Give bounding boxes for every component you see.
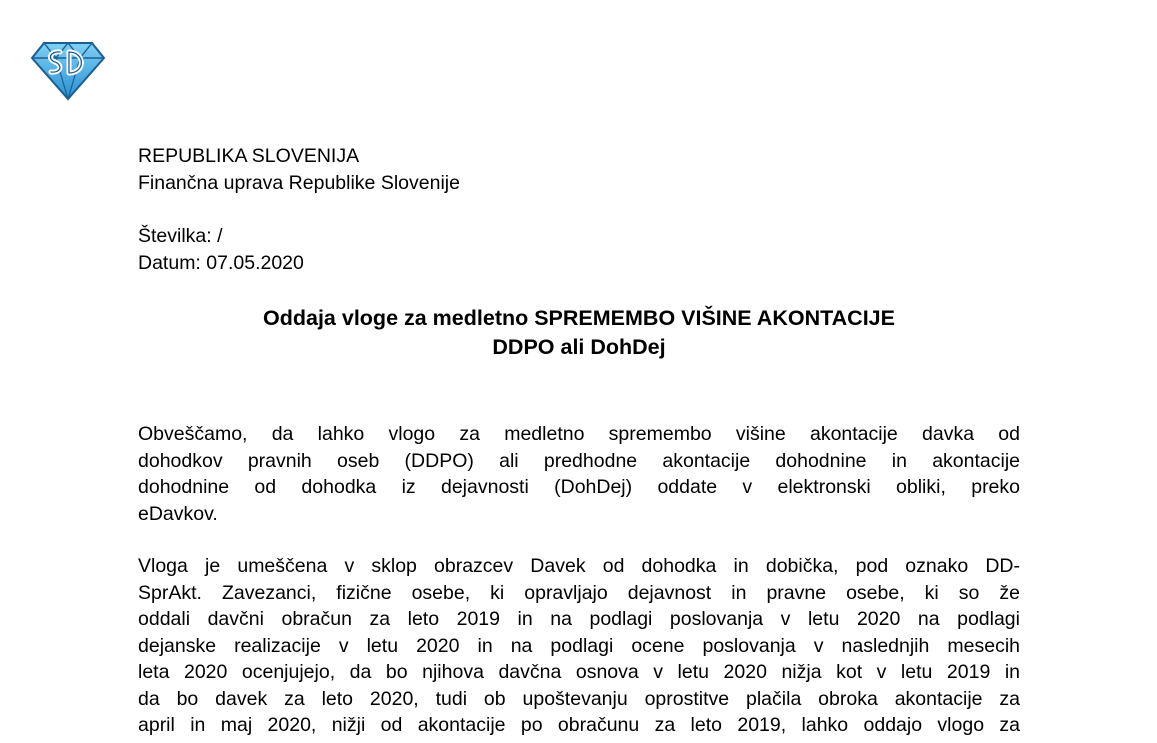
- document-date: Datum: 07.05.2020: [138, 252, 304, 274]
- body-paragraph-2: [138, 553, 1020, 739]
- paragraph-line: oddali davčni obračun za leto 2019 in na podlagi poslovanja v letu 2020 na podlagi: [138, 608, 1020, 630]
- paragraph-line: dohodnine od dohodka iz dejavnosti (DohDej) oddate v elektronski obliki, preko: [138, 476, 1020, 498]
- paragraph-line: Obveščamo, da lahko vlogo za medletno spremembo višine akontacije davka od: [138, 423, 1020, 445]
- issuer-agency: Finančna uprava Republike Slovenije: [138, 172, 460, 194]
- paragraph-line: SprAkt. Zavezanci, fizične osebe, ki opravljajo dejavnost in pravne osebe, ki so že: [138, 581, 1020, 604]
- paragraph-line: leta 2020 ocenjujejo, da bo njihova davčna osnova v letu 2020 nižja kot v letu 2019 in: [138, 661, 1020, 683]
- document-number: Številka: /: [138, 225, 223, 247]
- body-paragraph-1: [138, 421, 1020, 527]
- issuer-header: [138, 143, 460, 197]
- paragraph-line: dejanske realizacije v letu 2020 in na podlagi ocene poslovanja v naslednjih mesecih: [138, 634, 1020, 657]
- title-line-2: DDPO ali DohDej: [492, 335, 666, 359]
- paragraph-line: Vloga je umeščena v sklop obrazcev Davek od dohodka in dobička, pod oznako DD-: [138, 555, 1020, 577]
- title-line-1: Oddaja vloge za medletno SPREMEMBO VIŠINE AKONTACIJE: [263, 306, 895, 330]
- paragraph-line: eDavkov.: [138, 502, 218, 525]
- document-meta: [138, 223, 304, 277]
- paragraph-line: dohodkov pravnih oseb (DDPO) ali predhodne akontacije dohodnine in akontacije: [138, 449, 1020, 472]
- issuer-country: REPUBLIKA SLOVENIJA: [138, 145, 360, 167]
- document-title: [138, 304, 1020, 362]
- paragraph-line: april in maj 2020, nižji od akontacije po obračunu za leto 2019, lahko oddajo vlogo za: [138, 714, 1020, 736]
- paragraph-line: da bo davek za leto 2020, tudi ob upoštevanju oprostitve plačila obroka akontacije za: [138, 687, 1020, 710]
- sd-shield-logo-icon: [30, 40, 106, 102]
